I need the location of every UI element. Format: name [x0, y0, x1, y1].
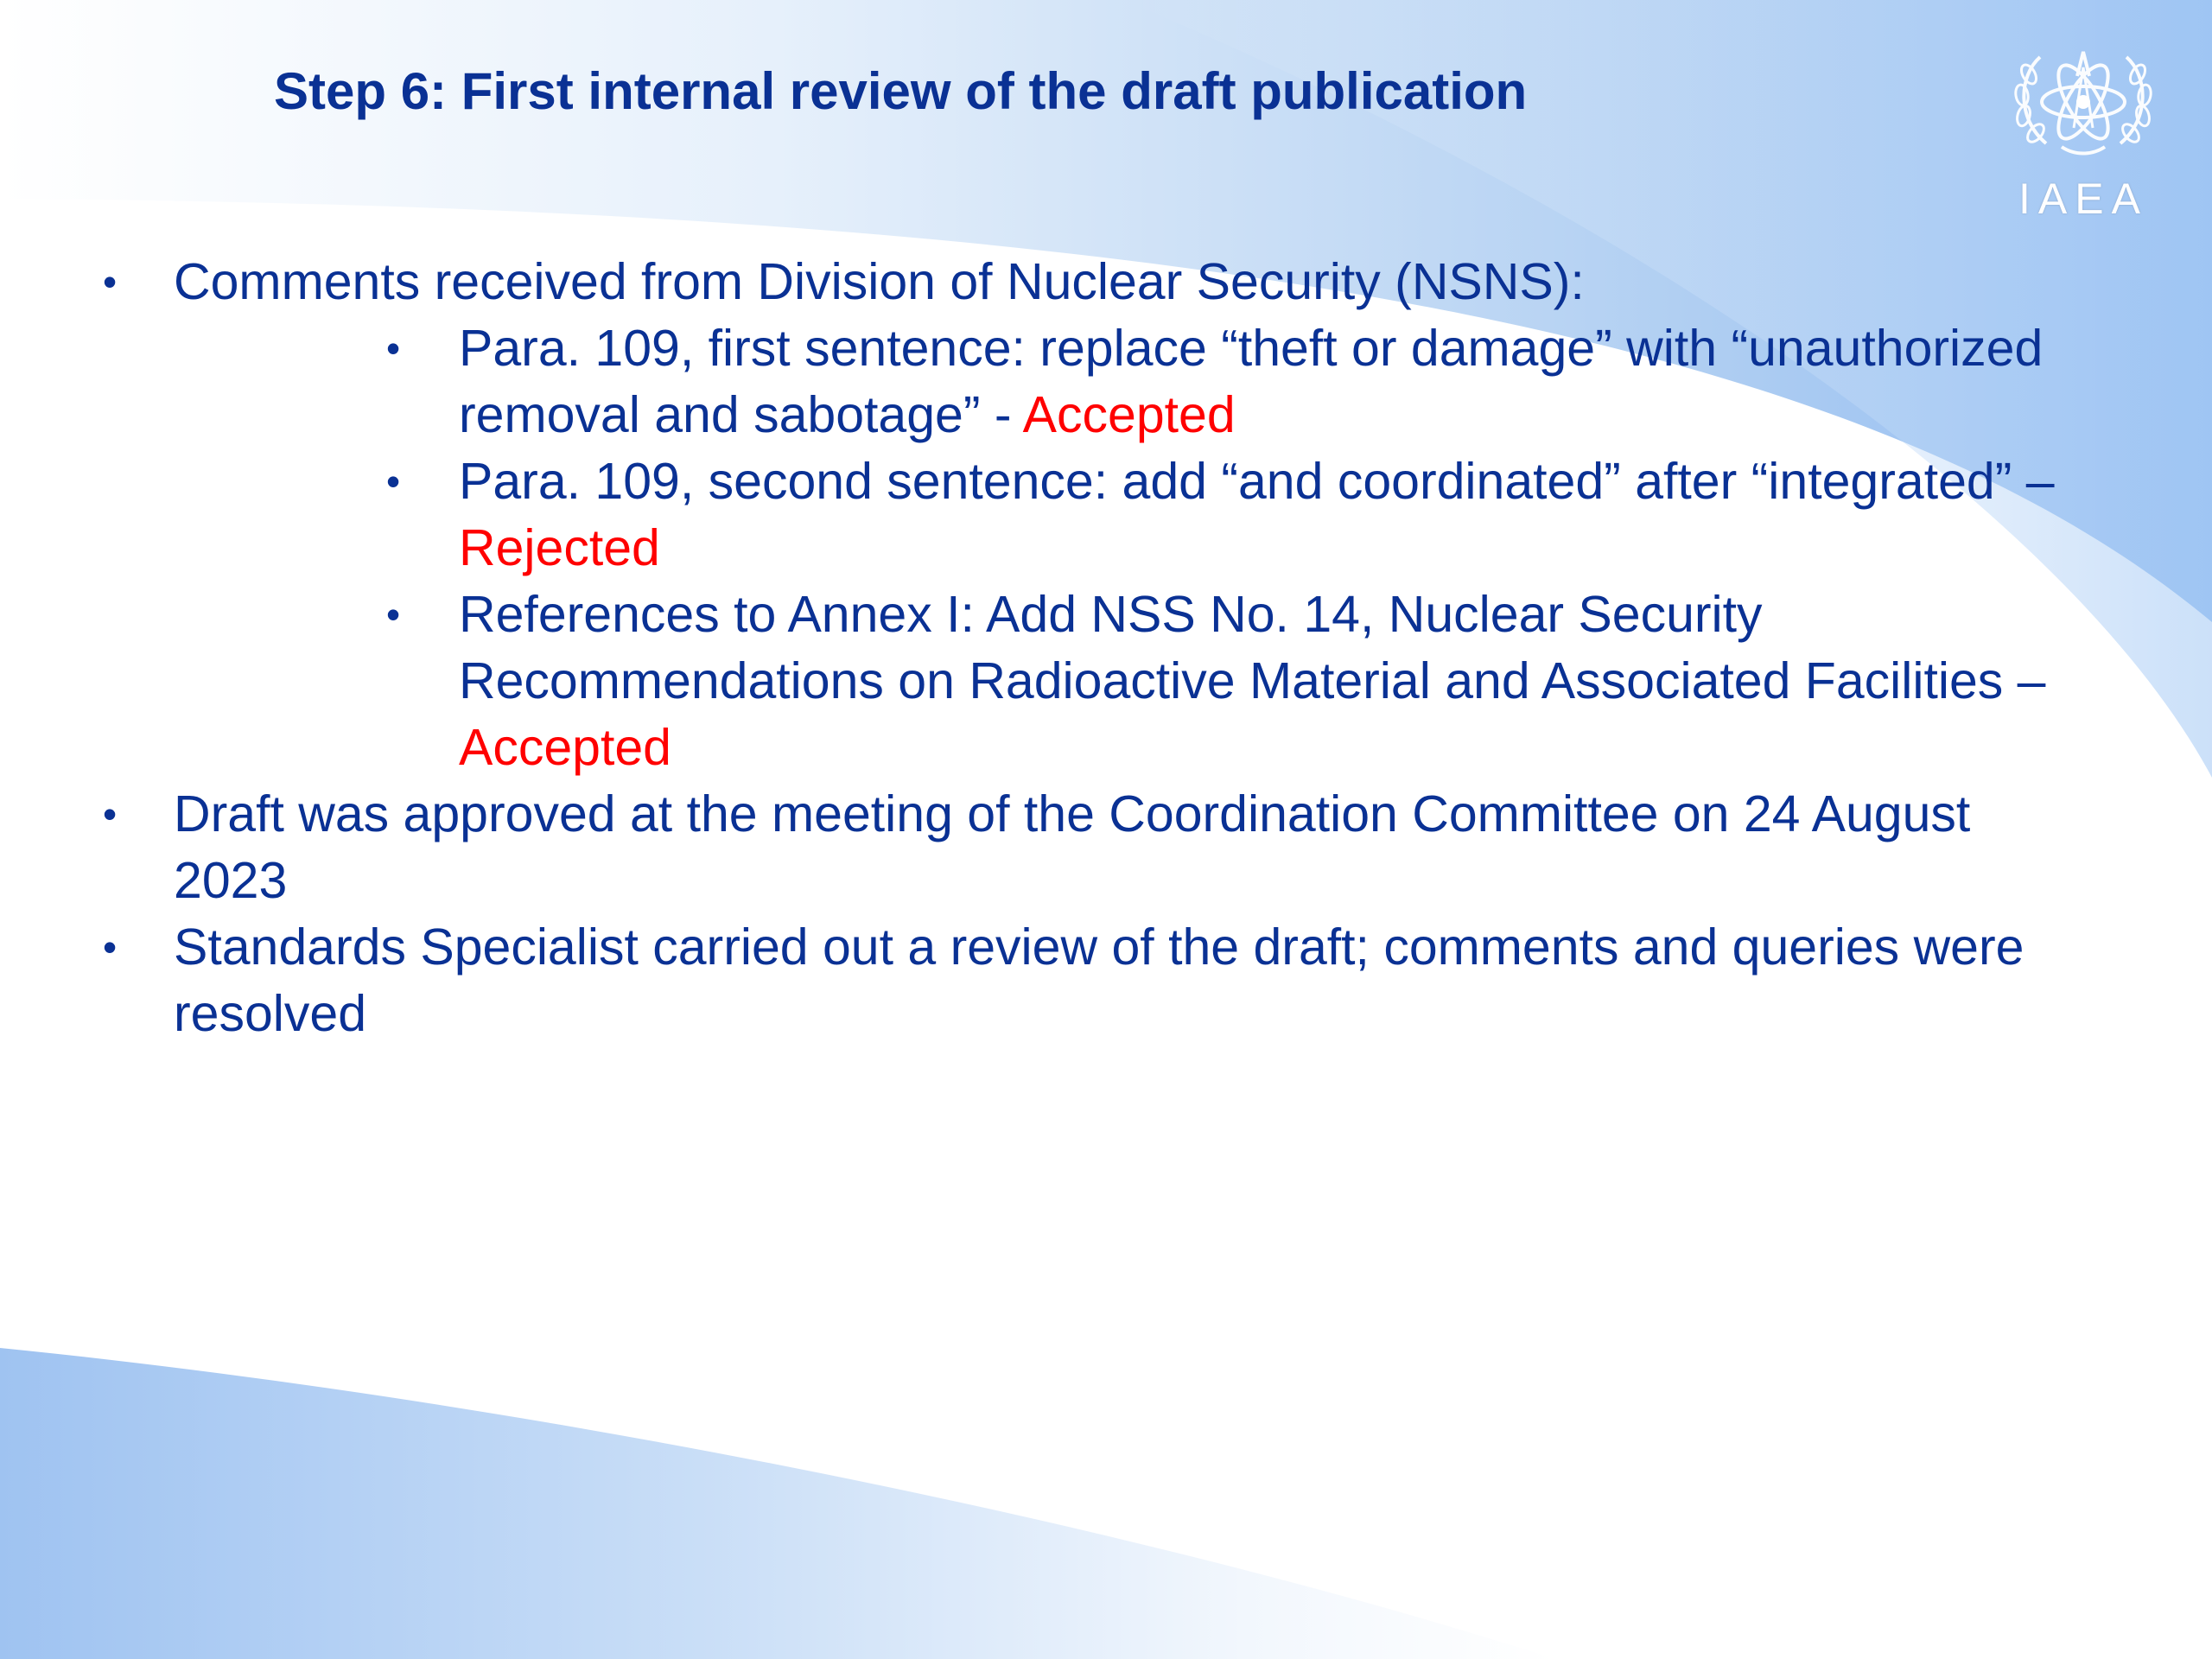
sub-bullet-glyph: •	[386, 592, 401, 637]
bullet-text: Standards Specialist carried out a review of the draft; comments and queries were resolved	[174, 918, 2024, 1042]
sub-bullet-text: Para. 109, first sentence: replace “theft or damage” with “unauthorized removal and sabotage” -	[459, 320, 2044, 443]
bullet-glyph: •	[103, 791, 118, 836]
slide-body	[0, 249, 2074, 1047]
bullet-glyph: •	[103, 925, 118, 969]
bullet-item-specialist-review	[0, 914, 2074, 1047]
sub-bullet-annex-references	[174, 582, 2074, 781]
status-accepted: Accepted	[1022, 386, 1236, 443]
iaea-logo	[2001, 41, 2165, 228]
bullet-text: Comments received from Division of Nuclear Security (NSNS):	[174, 253, 1585, 310]
sub-bullet-para-109-first	[174, 315, 2074, 448]
sub-bullet-text: References to Annex I: Add NSS No. 14, Nuclear Security Recommendations on Radioactive Material and Associated Facilities –	[459, 586, 2046, 709]
bullet-item-comments	[0, 249, 2074, 781]
bullet-glyph: •	[103, 259, 118, 304]
slide-title: Step 6: First internal review of the draft publication	[274, 62, 1528, 120]
sub-bullet-text: Para. 109, second sentence: add “and coordinated” after “integrated” –	[459, 453, 2055, 510]
iaea-atom-emblem-icon	[2001, 41, 2165, 171]
sub-bullet-para-109-second	[174, 448, 2074, 582]
status-accepted: Accepted	[459, 719, 671, 776]
iaea-logo-text: IAEA	[2018, 175, 2148, 223]
bullet-text: Draft was approved at the meeting of the Coordination Committee on 24 August 2023	[174, 785, 1971, 909]
sub-bullet-glyph: •	[386, 326, 401, 371]
sub-bullet-glyph: •	[386, 459, 401, 504]
status-rejected: Rejected	[459, 519, 660, 576]
bullet-item-approval	[0, 781, 2074, 914]
bullet-list	[0, 249, 2074, 1047]
sub-bullet-list	[174, 315, 2074, 781]
